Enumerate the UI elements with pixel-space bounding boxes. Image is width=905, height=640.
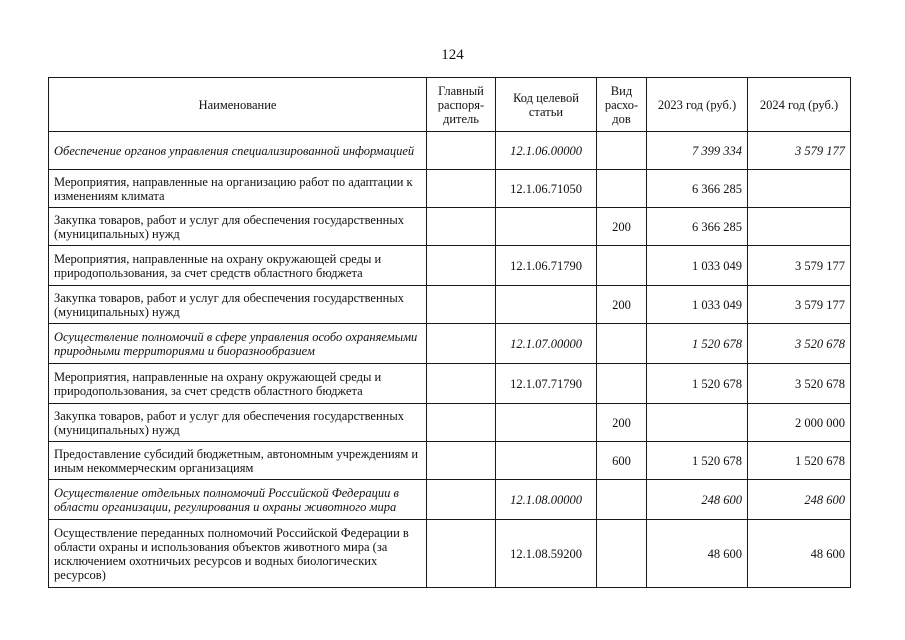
row-administrator [427, 286, 496, 324]
page-number: 124 [441, 47, 464, 63]
row-amount-2024: 2 000 000 [748, 404, 851, 442]
table-row [49, 480, 851, 520]
row-administrator [427, 324, 496, 364]
row-amount-2023: 1 033 049 [647, 286, 748, 324]
row-expense-type [597, 324, 647, 364]
table-row [49, 364, 851, 404]
row-target-code [496, 442, 597, 480]
row-expense-type [597, 480, 647, 520]
row-amount-2024: 3 520 678 [748, 364, 851, 404]
row-amount-2024: 48 600 [748, 520, 851, 588]
row-name: Закупка товаров, работ и услуг для обеспечения государственных (муниципальных) нужд [49, 286, 427, 324]
row-administrator [427, 520, 496, 588]
row-amount-2023: 1 520 678 [647, 324, 748, 364]
header-expense-type: Вид расхо-дов [597, 78, 647, 132]
row-target-code [496, 404, 597, 442]
row-target-code [496, 286, 597, 324]
row-amount-2023: 7 399 334 [647, 132, 748, 170]
row-amount-2023 [647, 404, 748, 442]
row-target-code: 12.1.07.00000 [496, 324, 597, 364]
row-administrator [427, 132, 496, 170]
row-target-code [496, 208, 597, 246]
row-amount-2023: 6 366 285 [647, 208, 748, 246]
row-expense-type [597, 132, 647, 170]
row-name: Осуществление полномочий в сфере управления особо охраняемыми природными территориями и биоразнообразием [49, 324, 427, 364]
row-target-code: 12.1.06.71790 [496, 246, 597, 286]
row-target-code: 12.1.08.00000 [496, 480, 597, 520]
table-row [49, 442, 851, 480]
row-amount-2023: 1 033 049 [647, 246, 748, 286]
table-header [49, 78, 851, 132]
header-target-code: Код целевой статьи [496, 78, 597, 132]
row-amount-2024 [748, 208, 851, 246]
row-administrator [427, 364, 496, 404]
row-name: Осуществление отдельных полномочий Российской Федерации в области организации, регулирования и охраны животного мира [49, 480, 427, 520]
row-administrator [427, 208, 496, 246]
row-expense-type: 200 [597, 286, 647, 324]
row-amount-2024: 3 579 177 [748, 246, 851, 286]
row-name: Мероприятия, направленные на охрану окружающей среды и природопользования, за счет средств областного бюджета [49, 246, 427, 286]
row-expense-type: 200 [597, 404, 647, 442]
header-year-2023: 2023 год (руб.) [647, 78, 748, 132]
table-row [49, 170, 851, 208]
row-administrator [427, 442, 496, 480]
table-row [49, 404, 851, 442]
header-name: Наименование [49, 78, 427, 132]
row-administrator [427, 170, 496, 208]
table-row [49, 132, 851, 170]
table-row [49, 324, 851, 364]
row-administrator [427, 480, 496, 520]
row-amount-2024: 3 520 678 [748, 324, 851, 364]
header-administrator: Главный распоря-дитель [427, 78, 496, 132]
row-amount-2023: 48 600 [647, 520, 748, 588]
row-expense-type: 600 [597, 442, 647, 480]
row-name: Мероприятия, направленные на охрану окружающей среды и природопользования, за счет средств областного бюджета [49, 364, 427, 404]
row-target-code: 12.1.08.59200 [496, 520, 597, 588]
row-expense-type [597, 520, 647, 588]
row-name: Предоставление субсидий бюджетным, автономным учреждениям и иным некоммерческим организациям [49, 442, 427, 480]
row-amount-2024 [748, 170, 851, 208]
table-row [49, 286, 851, 324]
row-amount-2023: 6 366 285 [647, 170, 748, 208]
row-amount-2023: 1 520 678 [647, 364, 748, 404]
budget-table [48, 77, 851, 588]
row-administrator [427, 404, 496, 442]
row-name: Обеспечение органов управления специализированной информацией [49, 132, 427, 170]
row-target-code: 12.1.06.00000 [496, 132, 597, 170]
row-amount-2023: 248 600 [647, 480, 748, 520]
row-expense-type: 200 [597, 208, 647, 246]
row-name: Закупка товаров, работ и услуг для обеспечения государственных (муниципальных) нужд [49, 404, 427, 442]
row-expense-type [597, 364, 647, 404]
table-row [49, 208, 851, 246]
row-amount-2024: 1 520 678 [748, 442, 851, 480]
row-expense-type [597, 170, 647, 208]
row-name: Мероприятия, направленные на организацию работ по адаптации к изменениям климата [49, 170, 427, 208]
table-row [49, 520, 851, 588]
header-row [49, 78, 851, 132]
header-year-2024: 2024 год (руб.) [748, 78, 851, 132]
row-expense-type [597, 246, 647, 286]
row-amount-2024: 3 579 177 [748, 286, 851, 324]
row-target-code: 12.1.07.71790 [496, 364, 597, 404]
row-amount-2024: 3 579 177 [748, 132, 851, 170]
table-row [49, 246, 851, 286]
row-amount-2024: 248 600 [748, 480, 851, 520]
row-amount-2023: 1 520 678 [647, 442, 748, 480]
row-name: Закупка товаров, работ и услуг для обеспечения государственных (муниципальных) нужд [49, 208, 427, 246]
row-target-code: 12.1.06.71050 [496, 170, 597, 208]
row-administrator [427, 246, 496, 286]
row-name: Осуществление переданных полномочий Российской Федерации в области охраны и использования объектов животного мира (за исключением охотничьих ресурсов и водных биологических ресурсов) [49, 520, 427, 588]
